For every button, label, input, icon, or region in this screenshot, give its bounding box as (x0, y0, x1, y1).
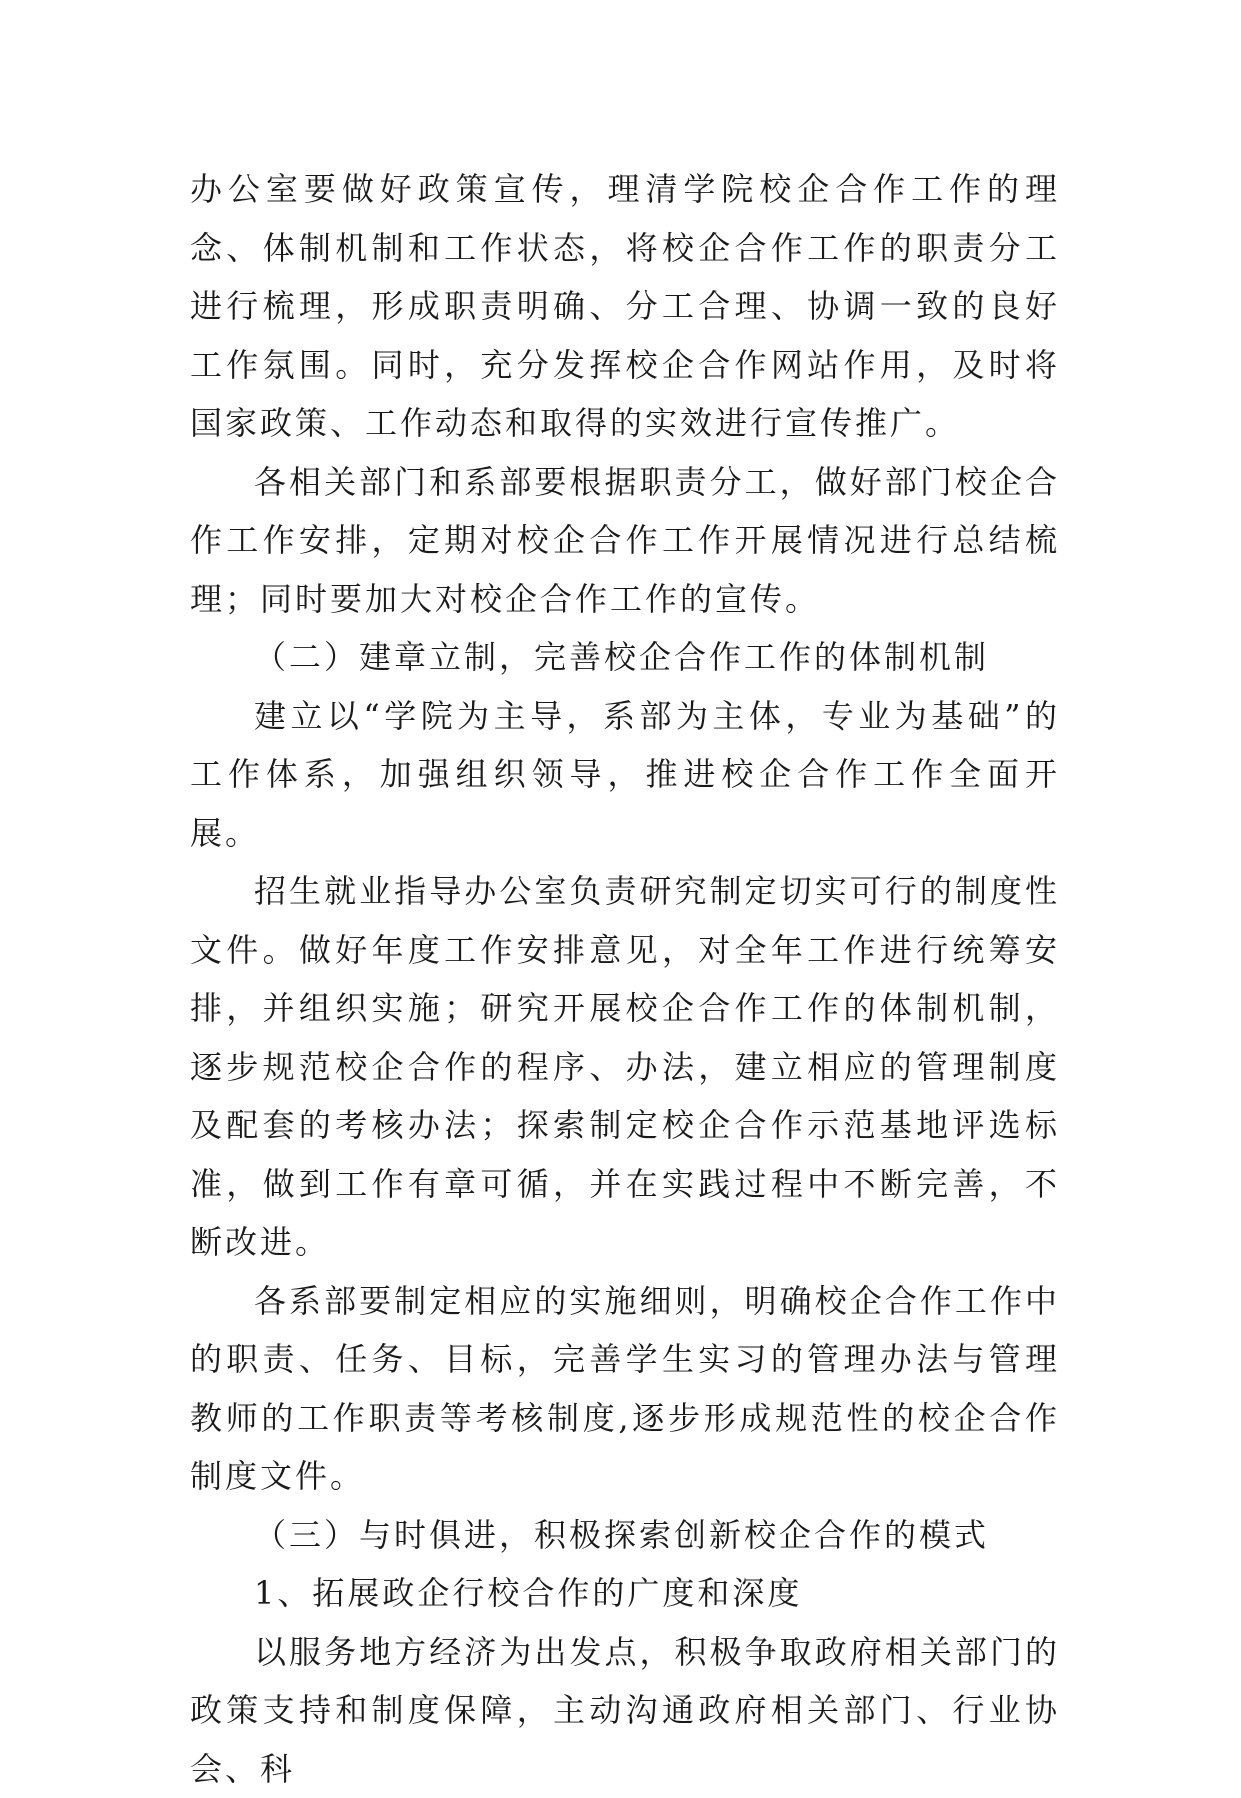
paragraph-local-economy: 以服务地方经济为出发点，积极争取政府相关部门的政策支持和制度保障，主动沟通政府相关部门、行业协会、科 (190, 1623, 1060, 1798)
paragraph-departments-duties: 各相关部门和系部要根据职责分工，做好部门校企合作工作安排，定期对校企合作工作开展情况进行总结梳理；同时要加大对校企合作工作的宣传。 (190, 453, 1060, 629)
paragraph-department-rules: 各系部要制定相应的实施细则，明确校企合作工作中的职责、任务、目标，完善学生实习的管理办法与管理教师的工作职责等考核制度,逐步形成规范性的校企合作制度文件。 (190, 1272, 1060, 1506)
paragraph-publicity-continuation: 办公室要做好政策宣传，理清学院校企合作工作的理念、体制机制和工作状态，将校企合作工作的职责分工进行梳理，形成职责明确、分工合理、协调一致的良好工作氛围。同时，充分发挥校企合作网站作用，及时将国家政策、工作动态和取得的实效进行宣传推广。 (190, 160, 1060, 453)
paragraph-recruitment-office: 招生就业指导办公室负责研究制定切实可行的制度性文件。做好年度工作安排意见，对全年工作进行统筹安排，并组织实施；研究开展校企合作工作的体制机制，逐步规范校企合作的程序、办法，建立相应的管理制度及配套的考核办法；探索制定校企合作示范基地评选标准，做到工作有章可循，并在实践过程中不断完善，不断改进。 (190, 862, 1060, 1272)
paragraph-work-system: 建立以“学院为主导，系部为主体，专业为基础”的工作体系，加强组织领导，推进校企合作工作全面开展。 (190, 687, 1060, 863)
section-heading-2: （二）建章立制，完善校企合作工作的体制机制 (190, 628, 1060, 687)
document-body (190, 160, 1060, 1798)
section-heading-3: （三）与时俱进，积极探索创新校企合作的模式 (190, 1506, 1060, 1565)
subsection-heading-1: 1、拓展政企行校合作的广度和深度 (190, 1564, 1060, 1623)
